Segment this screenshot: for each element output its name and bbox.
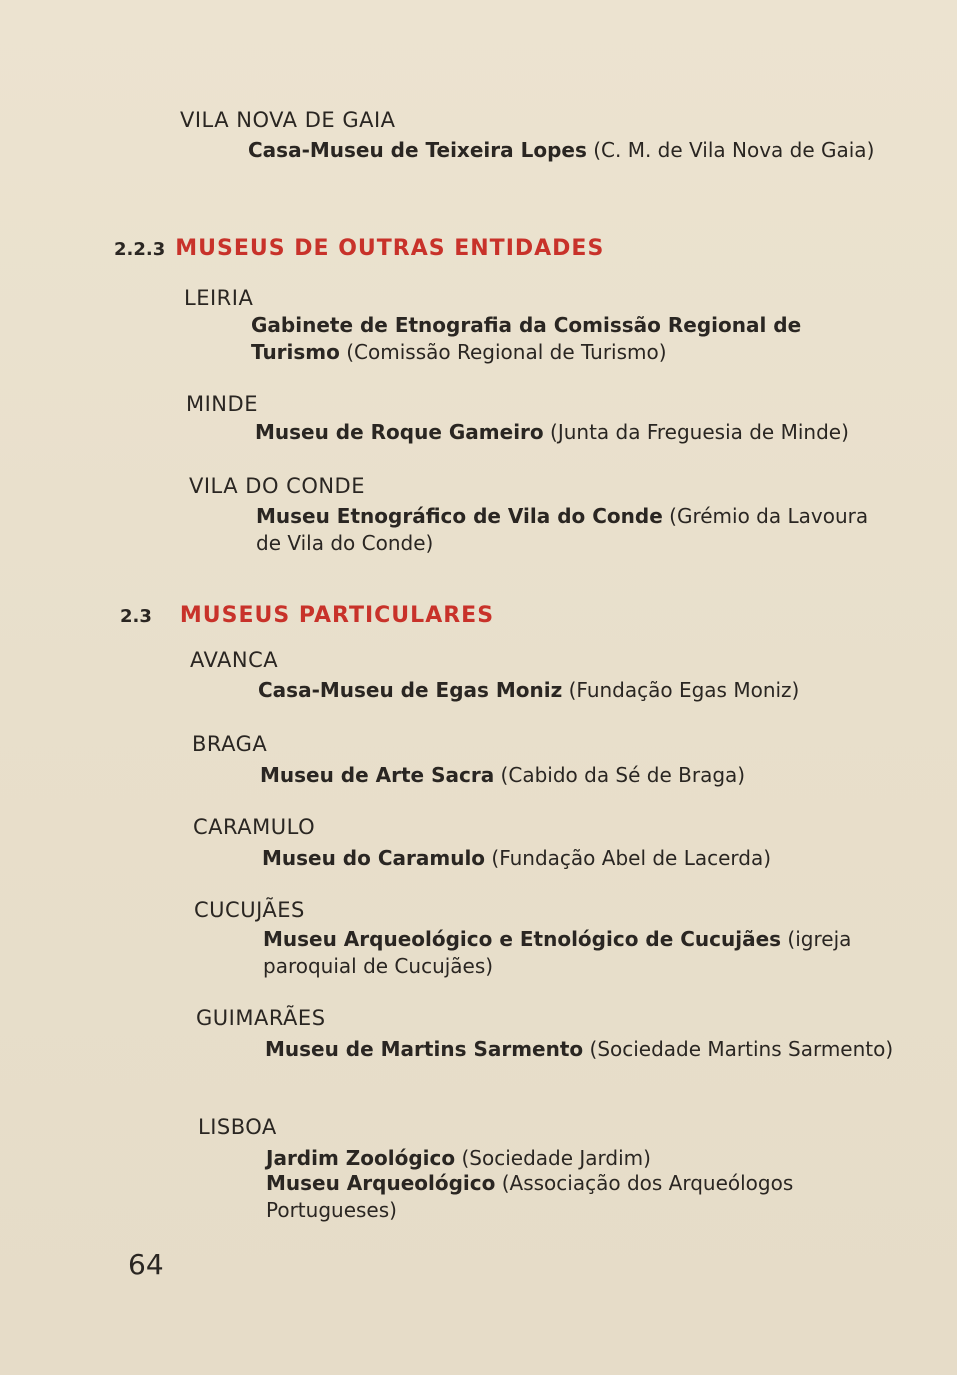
place-caramulo: CARAMULO bbox=[193, 815, 316, 839]
entry-museu-martins-sarmento bbox=[265, 1036, 895, 1063]
entry-title: Casa-Museu de Teixeira Lopes bbox=[248, 138, 587, 162]
entry-museu-roque-gameiro bbox=[255, 419, 885, 446]
entry-museu-arqueologico-lisboa bbox=[266, 1170, 896, 1224]
entry-owner: (Cabido da Sé de Braga) bbox=[494, 763, 746, 787]
place-cucujaes: CUCUJÃES bbox=[194, 898, 305, 922]
section-number: 2.2.3 bbox=[114, 239, 166, 260]
entry-museu-caramulo bbox=[262, 845, 892, 872]
place-avanca: AVANCA bbox=[190, 648, 279, 672]
entry-owner: (igreja paroquial de Cucujães) bbox=[263, 927, 852, 978]
entry-owner: (Sociedade Jardim) bbox=[455, 1146, 651, 1170]
place-braga: BRAGA bbox=[192, 732, 268, 756]
section-title: MUSEUS DE OUTRAS ENTIDADES bbox=[175, 236, 605, 261]
section-number: 2.3 bbox=[120, 606, 152, 627]
entry-museu-arqueologico-etnologico-cucujaes bbox=[263, 926, 893, 980]
page-number: 64 bbox=[128, 1248, 164, 1281]
section-heading-2-3 bbox=[120, 603, 494, 628]
entry-owner: (Fundação Abel de Lacerda) bbox=[485, 846, 772, 870]
entry-owner: (C. M. de Vila Nova de Gaia) bbox=[586, 138, 875, 162]
place-vila-do-conde: VILA DO CONDE bbox=[189, 474, 365, 498]
entry-title: Museu de Roque Gameiro bbox=[255, 420, 544, 444]
entry-title: Museu do Caramulo bbox=[262, 846, 486, 870]
entry-owner: (Associação dos Arqueólogos Portugueses) bbox=[266, 1171, 794, 1222]
entry-title: Museu Arqueológico e Etnológico de Cucujães bbox=[263, 927, 782, 951]
section-title: MUSEUS PARTICULARES bbox=[179, 603, 495, 628]
entry-owner: (Comissão Regional de Turismo) bbox=[339, 340, 667, 364]
entry-casa-museu-egas-moniz bbox=[258, 677, 888, 704]
section-heading-2-2-3 bbox=[114, 236, 604, 261]
entry-gabinete-etnografia bbox=[251, 312, 881, 366]
entry-title: Gabinete de Etnografia da Comissão Regional de Turismo bbox=[251, 313, 802, 364]
entry-owner: (Sociedade Martins Sarmento) bbox=[583, 1037, 894, 1061]
place-guimaraes: GUIMARÃES bbox=[196, 1006, 326, 1030]
entry-title: Jardim Zoológico bbox=[266, 1146, 456, 1170]
place-lisboa: LISBOA bbox=[198, 1115, 277, 1139]
entry-title: Museu Etnográfico de Vila do Conde bbox=[256, 504, 663, 528]
entry-title: Museu Arqueológico bbox=[266, 1171, 496, 1195]
place-vila-nova-de-gaia: VILA NOVA DE GAIA bbox=[180, 108, 396, 132]
entry-owner: (Grémio da Lavoura de Vila do Conde) bbox=[256, 504, 869, 555]
entry-casa-museu-teixeira-lopes bbox=[248, 137, 878, 164]
entry-museu-etnografico-vila-do-conde bbox=[256, 503, 886, 557]
entry-owner: (Fundação Egas Moniz) bbox=[562, 678, 800, 702]
entry-title: Casa-Museu de Egas Moniz bbox=[258, 678, 563, 702]
entry-museu-arte-sacra bbox=[260, 762, 890, 789]
place-minde: MINDE bbox=[186, 392, 258, 416]
place-leiria: LEIRIA bbox=[184, 286, 254, 310]
entry-owner: (Junta da Freguesia de Minde) bbox=[543, 420, 849, 444]
entry-jardim-zoologico bbox=[266, 1145, 896, 1172]
entry-title: Museu de Martins Sarmento bbox=[265, 1037, 584, 1061]
entry-title: Museu de Arte Sacra bbox=[260, 763, 495, 787]
